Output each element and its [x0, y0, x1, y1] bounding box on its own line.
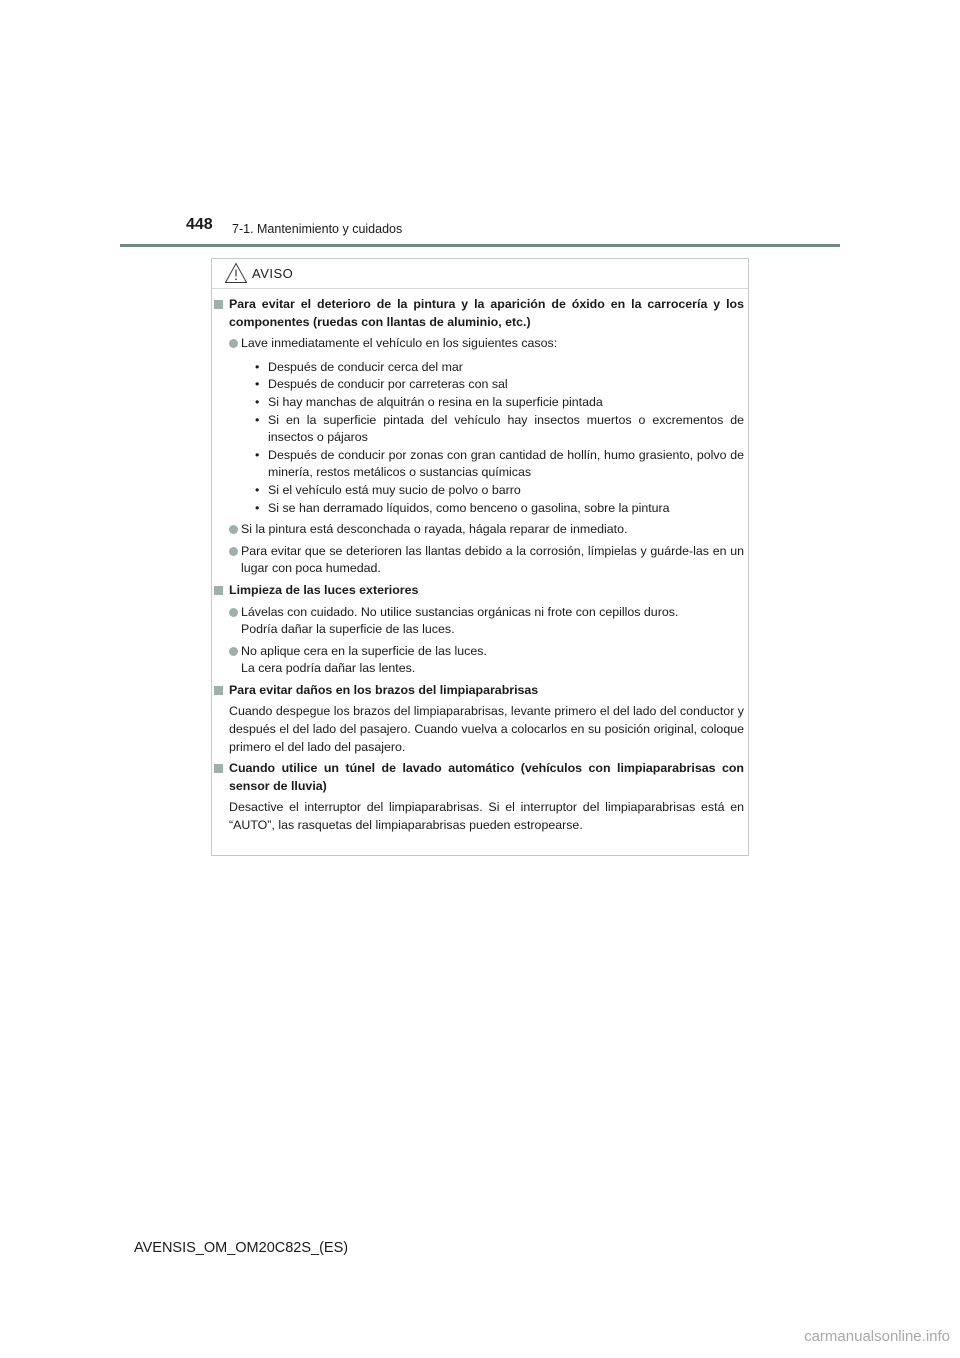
- bullet-list: [241, 359, 744, 517]
- bullet-item: • Después de conducir por zonas con gran cantidad de hollín, humo grasiento, polvo de minería, restos metálicos o sustancias químicas: [255, 447, 744, 482]
- square-bullet-icon: [214, 300, 223, 309]
- bullet-item: • Si el vehículo está muy sucio de polvo o barro: [255, 482, 744, 500]
- section-heading: Limpieza de las luces exteriores: [229, 582, 419, 597]
- header-rule: [120, 244, 840, 247]
- circle-bullet-icon: [229, 525, 238, 534]
- page-number: 448: [186, 216, 213, 233]
- list-item-text: Lave inmediatamente el vehículo en los siguientes casos:: [241, 336, 558, 351]
- bullet-item: • Después de conducir por carreteras con sal: [255, 376, 744, 394]
- list-item: [229, 335, 744, 517]
- bullet-item: • Si en la superficie pintada del vehículo hay insectos muertos o excrementos de insectos o pájaros: [255, 412, 744, 447]
- square-bullet-icon: [214, 764, 223, 773]
- list-item: [229, 604, 744, 639]
- list-item: [229, 521, 744, 539]
- list-item-text: Si la pintura está desconchada o rayada, hágala reparar de inmediato.: [241, 522, 628, 537]
- list-item-text: [241, 643, 744, 678]
- bullet-item: • Después de conducir cerca del mar: [255, 359, 744, 377]
- list-item: [229, 643, 744, 678]
- list-item-line: Lávelas con cuidado. No utilice sustancias orgánicas ni frote con cepillos duros.: [241, 604, 679, 619]
- warning-section: [214, 582, 744, 678]
- document-code: AVENSIS_OM_OM20C82S_(ES): [134, 1240, 349, 1256]
- list-item-line: Podría dañar la superficie de las luces.: [241, 622, 455, 637]
- list-item-text: Para evitar que se deterioren las llantas debido a la corrosión, límpielas y guárde-las en un lugar con poca humedad.: [241, 543, 744, 576]
- section-paragraph: Desactive el interruptor del limpiaparabrisas. Si el interruptor del limpiaparabrisas está en “AUTO”, las rasquetas del limpiaparabrisas pueden estropearse.: [229, 800, 744, 833]
- square-bullet-icon: [214, 686, 223, 695]
- bullet-item: • Si hay manchas de alquitrán o resina en la superficie pintada: [255, 394, 744, 412]
- section-title: 7-1. Mantenimiento y cuidados: [232, 222, 403, 236]
- warning-divider: [212, 288, 748, 289]
- list-item-line: La cera podría dañar las lentes.: [241, 661, 416, 676]
- watermark: carmanualsonline.info: [804, 1328, 950, 1345]
- list-item: [229, 543, 744, 578]
- warning-triangle-icon: [224, 262, 248, 284]
- warning-label: AVISO: [252, 265, 294, 281]
- section-heading: Cuando utilice un túnel de lavado automático (vehículos con limpiaparabrisas con sensor de lluvia): [229, 761, 744, 793]
- section-paragraph: Cuando despegue los brazos del limpiaparabrisas, levante primero el del lado del conductor y después el del lado del pasajero. Cuando vuelva a colocarlos en su posición original, coloque primero el del lado del pasajero.: [229, 704, 744, 754]
- section-heading: Para evitar el deterioro de la pintura y la aparición de óxido en la carrocería y los componentes (ruedas con llantas de aluminio, etc.): [229, 297, 744, 329]
- circle-bullet-icon: [229, 547, 238, 556]
- circle-bullet-icon: [229, 608, 238, 617]
- warning-section: [214, 296, 744, 578]
- warning-header: [224, 262, 293, 284]
- warning-section: [214, 682, 744, 756]
- circle-bullet-icon: [229, 647, 238, 656]
- bullet-item: • Si se han derramado líquidos, como benceno o gasolina, sobre la pintura: [255, 500, 744, 518]
- list-item-text: [241, 604, 744, 639]
- warning-section: [214, 760, 744, 834]
- warning-content: [214, 296, 744, 835]
- section-heading: Para evitar daños en los brazos del limpiaparabrisas: [229, 682, 539, 697]
- square-bullet-icon: [214, 586, 223, 595]
- circle-bullet-icon: [229, 339, 238, 348]
- list-item-line: No aplique cera en la superficie de las luces.: [241, 643, 487, 658]
